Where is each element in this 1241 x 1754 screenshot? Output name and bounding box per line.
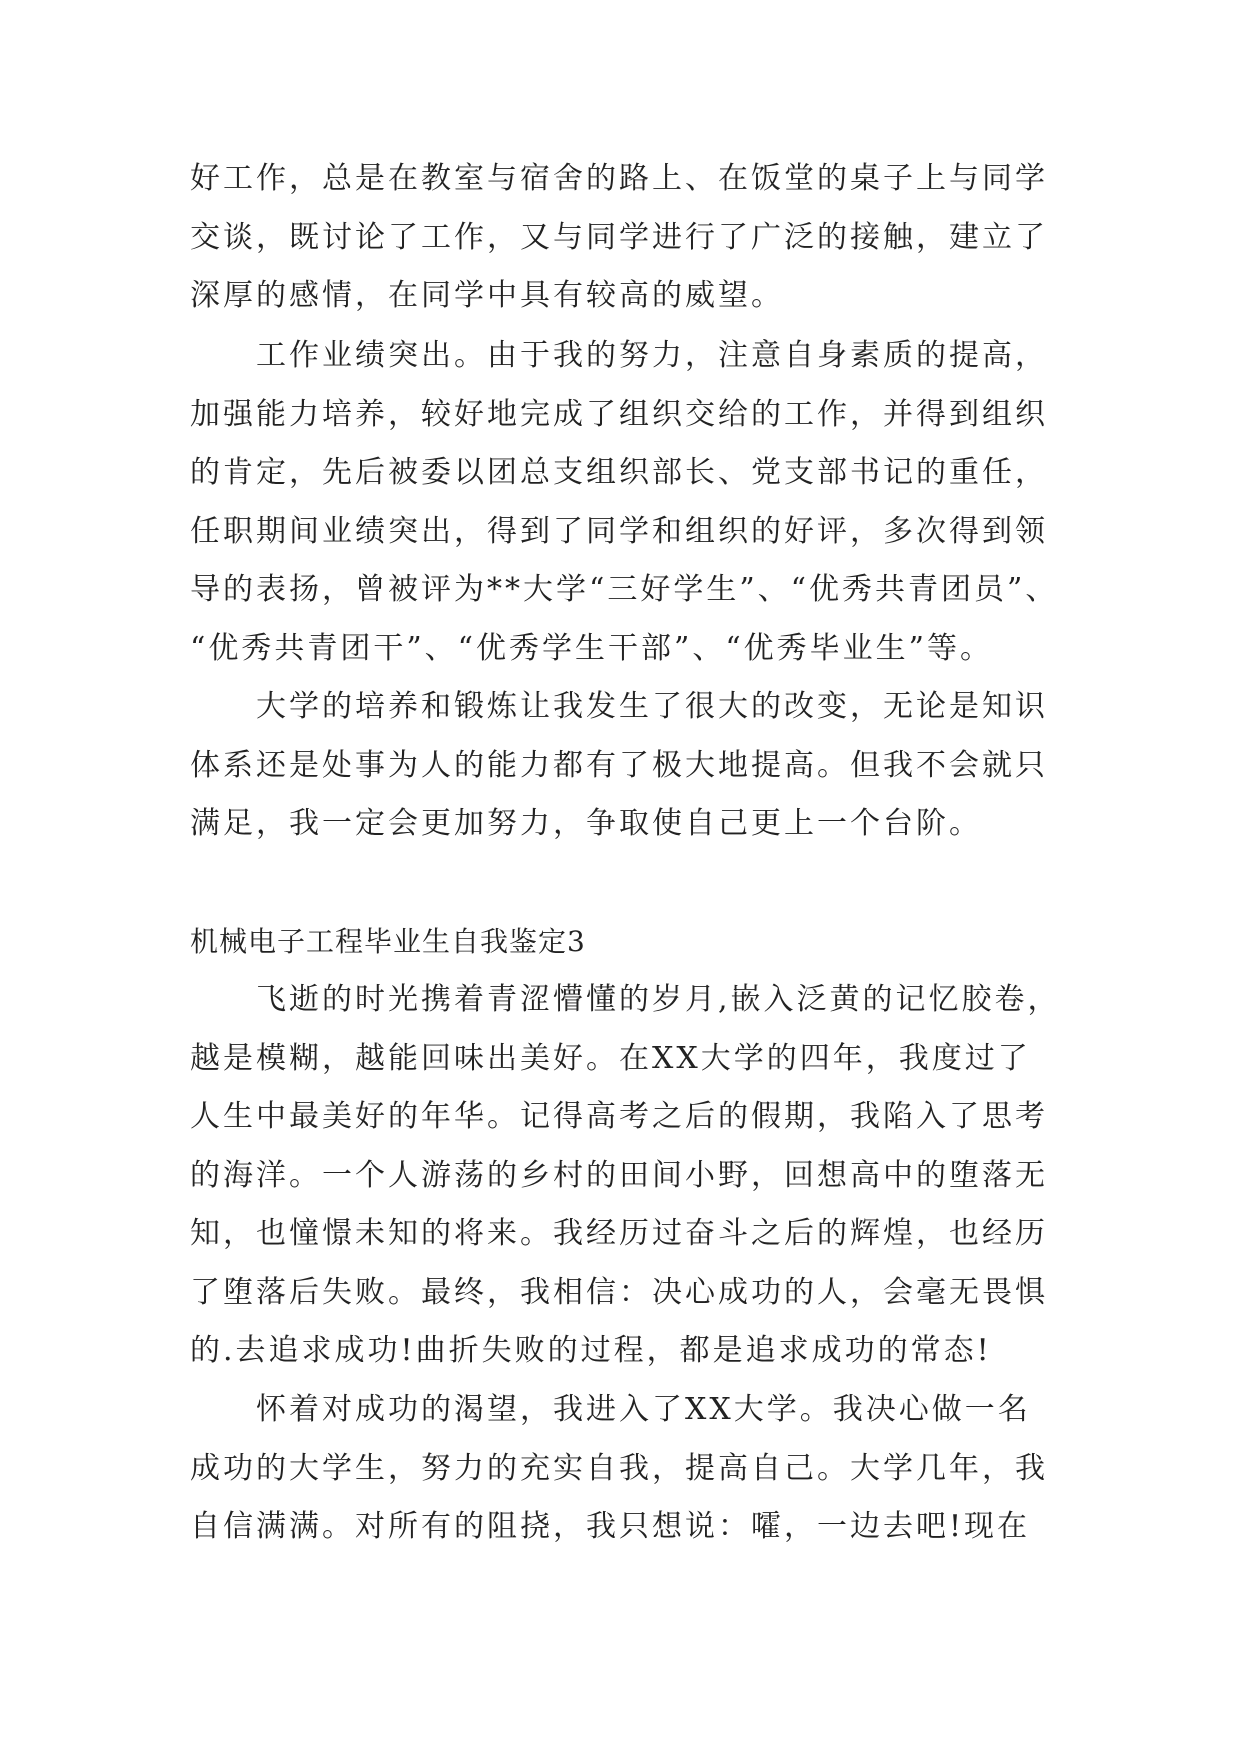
text-line: 了堕落后失败。最终，我相信：决心成功的人，会毫无畏惧 [190,1274,1048,1310]
text-line: 工作业绩突出。由于我的努力，注意自身素质的提高， [256,338,1048,373]
text-line: 人生中最美好的年华。记得高考之后的假期，我陷入了思考 [190,1099,1048,1134]
section-heading [190,913,1090,972]
text-line: 知，也憧憬未知的将来。我经历过奋斗之后的辉煌，也经历 [190,1216,1048,1251]
text-line: 飞逝的时光携着青涩懵懂的岁月,嵌入泛黄的记忆胶卷， [256,982,1061,1017]
paragraph-5 [190,1381,1090,1557]
text-line: 导的表扬，曾被评为**大学“三好学生”、“优秀共青团员”、 [190,572,1059,607]
text-line: 越是模糊，越能回味出美好。在XX大学的四年，我度过了 [190,1040,1031,1076]
paragraph-4 [190,971,1090,1381]
text-line: 的海洋。一个人游荡的乡村的田间小野，回想高中的堕落无 [190,1157,1048,1193]
paragraph-3 [190,678,1090,854]
text-line: “优秀共青团干”、“优秀学生干部”、“优秀毕业生”等。 [190,630,994,666]
paragraph-2 [190,327,1090,678]
text-line: 好工作，总是在教室与宿舍的路上、在饭堂的桌子上与同学 [190,161,1048,196]
text-line: 大学的培养和锻炼让我发生了很大的改变，无论是知识 [256,689,1048,724]
section-title: 机械电子工程毕业生自我鉴定3 [190,925,586,958]
text-line: 交谈，既讨论了工作，又与同学进行了广泛的接触，建立了 [190,219,1048,255]
text-line: 体系还是处事为人的能力都有了极大地提高。但我不会就只 [190,747,1048,783]
text-line: 满足，我一定会更加努力，争取使自己更上一个台阶。 [190,806,982,841]
text-line: 怀着对成功的渴望，我进入了XX大学。我决心做一名 [256,1392,1031,1427]
text-line: 任职期间业绩突出，得到了同学和组织的好评，多次得到领 [190,513,1048,549]
text-line: 成功的大学生，努力的充实自我，提高自己。大学几年，我 [190,1450,1048,1486]
text-line: 的肯定，先后被委以团总支组织部长、党支部书记的重任， [190,455,1048,490]
text-line: 加强能力培养，较好地完成了组织交给的工作，并得到组织 [190,396,1048,432]
text-line: 深厚的感情，在同学中具有较高的威望。 [190,278,784,313]
text-line: 的.去追求成功!曲折失败的过程，都是追求成功的常态! [190,1333,992,1368]
paragraph-1 [190,150,1090,326]
text-line: 自信满满。对所有的阻挠，我只想说：嚯，一边去吧!现在 [190,1509,1031,1544]
